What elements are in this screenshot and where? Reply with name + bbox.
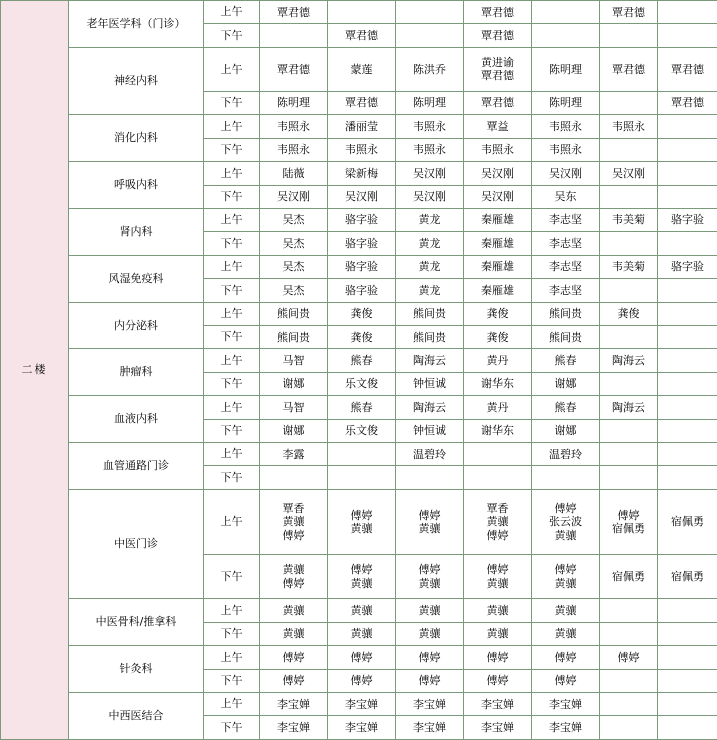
doctor-cell: 吴杰 (260, 279, 328, 302)
doctor-cell: 黄骧 傅婷 (260, 555, 328, 599)
table-row (1, 47, 717, 91)
floor-label: 二楼 (1, 1, 69, 740)
doctor-cell: 梁新梅 (328, 162, 396, 185)
doctor-cell: 陶海云 (600, 349, 658, 372)
doctor-cell: 覃君德 (464, 91, 532, 114)
doctor-cell: 李志坚 (532, 232, 600, 255)
department-name: 肾内科 (69, 208, 204, 255)
doctor-cell: 蒙莲 (328, 47, 396, 91)
table-row (1, 646, 717, 669)
doctor-cell: 傅婷 (532, 646, 600, 669)
period-afternoon: 下午 (204, 185, 260, 208)
doctor-cell: 覃君德 (600, 47, 658, 91)
doctor-cell: 龚俊 (328, 302, 396, 325)
period-morning: 上午 (204, 302, 260, 325)
doctor-cell: 宿佩勇 (600, 555, 658, 599)
period-morning: 上午 (204, 646, 260, 669)
department-name: 针灸科 (69, 646, 204, 693)
department-name: 中医骨科/推拿科 (69, 599, 204, 646)
doctor-cell: 骆字验 (328, 208, 396, 231)
doctor-cell (600, 279, 658, 302)
doctor-cell (658, 115, 717, 138)
doctor-cell (658, 443, 717, 466)
doctor-cell: 韦照永 (396, 138, 464, 161)
doctor-cell (658, 1, 717, 24)
doctor-cell: 李宝婵 (532, 693, 600, 716)
doctor-cell: 傅婷 (600, 646, 658, 669)
doctor-cell (658, 693, 717, 716)
table-row (1, 599, 717, 622)
doctor-cell: 龚俊 (464, 326, 532, 349)
doctor-cell: 黄骧 (464, 599, 532, 622)
doctor-cell: 傅婷 (464, 669, 532, 692)
doctor-cell: 吴杰 (260, 208, 328, 231)
doctor-cell: 吴汉刚 (396, 162, 464, 185)
doctor-cell (532, 24, 600, 47)
period-afternoon: 下午 (204, 279, 260, 302)
doctor-cell: 韦美菊 (600, 208, 658, 231)
doctor-cell (600, 419, 658, 442)
department-name: 老年医学科（门诊） (69, 1, 204, 48)
doctor-cell: 黄骧 (260, 599, 328, 622)
doctor-cell: 黄骧 (328, 599, 396, 622)
doctor-cell (658, 162, 717, 185)
doctor-cell: 覃香 黄骧 傅婷 (464, 489, 532, 554)
doctor-cell (658, 372, 717, 395)
doctor-cell: 黄骧 (464, 622, 532, 645)
department-name: 风湿免疫科 (69, 255, 204, 302)
doctor-cell: 李宝婵 (464, 716, 532, 740)
doctor-cell: 覃君德 (328, 24, 396, 47)
doctor-cell: 黄丹 (464, 396, 532, 419)
doctor-cell: 黄骧 (532, 599, 600, 622)
doctor-cell: 吴东 (532, 185, 600, 208)
doctor-cell: 韦美菊 (600, 255, 658, 278)
doctor-cell (658, 716, 717, 740)
doctor-cell: 覃君德 (464, 1, 532, 24)
doctor-cell: 陈洪乔 (396, 47, 464, 91)
period-afternoon: 下午 (204, 466, 260, 489)
doctor-cell: 黄骧 (328, 622, 396, 645)
doctor-cell: 韦照永 (328, 138, 396, 161)
doctor-cell: 黄骧 (532, 622, 600, 645)
table-row (1, 489, 717, 554)
doctor-cell: 傅婷 黄骧 (328, 555, 396, 599)
doctor-cell: 吴汉刚 (532, 162, 600, 185)
doctor-cell (600, 466, 658, 489)
doctor-cell: 马智 (260, 349, 328, 372)
doctor-cell (658, 302, 717, 325)
doctor-cell: 骆字验 (658, 255, 717, 278)
doctor-cell: 熊间贵 (260, 326, 328, 349)
department-name: 血管通路门诊 (69, 443, 204, 490)
doctor-cell: 傅婷 (396, 646, 464, 669)
doctor-cell (658, 24, 717, 47)
department-name: 肿瘤科 (69, 349, 204, 396)
doctor-cell: 傅婷 黄骧 (396, 489, 464, 554)
doctor-cell: 吴汉刚 (328, 185, 396, 208)
doctor-cell: 陶海云 (396, 349, 464, 372)
doctor-cell: 秦雁雄 (464, 255, 532, 278)
doctor-cell: 陈明理 (396, 91, 464, 114)
doctor-cell: 韦照永 (260, 138, 328, 161)
department-name: 血液内科 (69, 396, 204, 443)
doctor-cell: 吴杰 (260, 232, 328, 255)
doctor-cell: 覃君德 (658, 91, 717, 114)
period-morning: 上午 (204, 115, 260, 138)
department-name: 神经内科 (69, 47, 204, 115)
doctor-cell: 龚俊 (328, 326, 396, 349)
doctor-cell: 傅婷 (328, 646, 396, 669)
doctor-cell (532, 1, 600, 24)
doctor-cell (658, 396, 717, 419)
table-row (1, 115, 717, 138)
doctor-cell: 谢娜 (260, 419, 328, 442)
department-name: 内分泌科 (69, 302, 204, 349)
doctor-cell: 熊间贵 (396, 326, 464, 349)
doctor-cell: 黄骧 (396, 599, 464, 622)
doctor-cell: 骆字验 (328, 232, 396, 255)
doctor-cell (328, 443, 396, 466)
doctor-cell: 韦照永 (464, 138, 532, 161)
doctor-cell: 傅婷 (260, 669, 328, 692)
doctor-cell: 黄丹 (464, 349, 532, 372)
doctor-cell: 乐文俊 (328, 419, 396, 442)
doctor-cell (600, 138, 658, 161)
doctor-cell: 韦照永 (260, 115, 328, 138)
table-row (1, 1, 717, 24)
doctor-cell: 李志坚 (532, 279, 600, 302)
period-afternoon: 下午 (204, 326, 260, 349)
doctor-cell: 钟恒诚 (396, 419, 464, 442)
doctor-cell (658, 185, 717, 208)
doctor-cell (260, 24, 328, 47)
doctor-cell: 钟恒诚 (396, 372, 464, 395)
doctor-cell: 傅婷 (464, 646, 532, 669)
doctor-cell: 吴杰 (260, 255, 328, 278)
period-afternoon: 下午 (204, 419, 260, 442)
doctor-cell: 秦雁雄 (464, 279, 532, 302)
period-morning: 上午 (204, 47, 260, 91)
doctor-cell (600, 24, 658, 47)
doctor-cell: 覃君德 (600, 1, 658, 24)
doctor-cell: 覃君德 (658, 47, 717, 91)
doctor-cell (600, 599, 658, 622)
doctor-cell (658, 232, 717, 255)
doctor-cell: 傅婷 黄骧 (328, 489, 396, 554)
table-row (1, 396, 717, 419)
doctor-cell: 陈明理 (532, 91, 600, 114)
doctor-cell: 覃益 (464, 115, 532, 138)
doctor-cell: 李宝婵 (260, 693, 328, 716)
doctor-cell: 李露 (260, 443, 328, 466)
doctor-cell: 潘丽莹 (328, 115, 396, 138)
doctor-cell: 谢华东 (464, 372, 532, 395)
doctor-cell: 傅婷 (396, 669, 464, 692)
doctor-cell: 谢华东 (464, 419, 532, 442)
period-morning: 上午 (204, 255, 260, 278)
doctor-cell: 黄进谕 覃君德 (464, 47, 532, 91)
doctor-cell: 陶海云 (600, 396, 658, 419)
doctor-cell: 宿佩勇 (658, 489, 717, 554)
doctor-cell: 吴汉刚 (260, 185, 328, 208)
doctor-cell (600, 185, 658, 208)
period-morning: 上午 (204, 396, 260, 419)
doctor-cell: 温碧玲 (396, 443, 464, 466)
doctor-cell: 李志坚 (532, 208, 600, 231)
period-morning: 上午 (204, 1, 260, 24)
doctor-cell: 宿佩勇 (658, 555, 717, 599)
doctor-cell: 傅婷 (260, 646, 328, 669)
doctor-cell: 陶海云 (396, 396, 464, 419)
table-row (1, 443, 717, 466)
period-morning: 上午 (204, 162, 260, 185)
department-name: 中西医结合 (69, 693, 204, 740)
doctor-cell (464, 466, 532, 489)
doctor-cell: 骆字验 (328, 279, 396, 302)
doctor-cell (658, 326, 717, 349)
doctor-cell: 熊春 (328, 349, 396, 372)
period-afternoon: 下午 (204, 622, 260, 645)
doctor-cell (328, 466, 396, 489)
doctor-cell: 黄龙 (396, 255, 464, 278)
doctor-cell (600, 372, 658, 395)
doctor-cell (396, 1, 464, 24)
doctor-cell (658, 622, 717, 645)
doctor-cell (600, 669, 658, 692)
doctor-cell (658, 349, 717, 372)
doctor-cell: 熊间贵 (532, 302, 600, 325)
doctor-cell (658, 599, 717, 622)
period-afternoon: 下午 (204, 138, 260, 161)
table-row (1, 693, 717, 716)
doctor-cell: 李宝婵 (328, 693, 396, 716)
doctor-cell: 傅婷 黄骧 (532, 555, 600, 599)
doctor-cell: 覃君德 (328, 91, 396, 114)
doctor-cell (532, 466, 600, 489)
doctor-cell: 熊间贵 (396, 302, 464, 325)
doctor-cell: 骆字验 (328, 255, 396, 278)
doctor-cell: 李宝婵 (260, 716, 328, 740)
doctor-cell: 熊间贵 (532, 326, 600, 349)
table-row (1, 302, 717, 325)
department-name: 中医门诊 (69, 489, 204, 599)
doctor-cell (658, 279, 717, 302)
doctor-cell: 陈明理 (260, 91, 328, 114)
doctor-cell: 李宝婵 (396, 693, 464, 716)
table-row (1, 349, 717, 372)
doctor-cell: 李宝婵 (532, 716, 600, 740)
doctor-cell (396, 24, 464, 47)
doctor-cell: 黄龙 (396, 208, 464, 231)
period-afternoon: 下午 (204, 669, 260, 692)
doctor-cell: 温碧玲 (532, 443, 600, 466)
period-morning: 上午 (204, 208, 260, 231)
doctor-cell: 李宝婵 (464, 693, 532, 716)
doctor-cell: 李宝婵 (396, 716, 464, 740)
doctor-cell: 吴汉刚 (600, 162, 658, 185)
doctor-cell: 傅婷 (328, 669, 396, 692)
doctor-cell (600, 326, 658, 349)
doctor-cell: 乐文俊 (328, 372, 396, 395)
doctor-cell: 吴汉刚 (396, 185, 464, 208)
doctor-cell: 熊春 (532, 396, 600, 419)
doctor-cell: 陈明理 (532, 47, 600, 91)
doctor-cell (658, 138, 717, 161)
period-afternoon: 下午 (204, 24, 260, 47)
doctor-cell: 韦照永 (532, 115, 600, 138)
doctor-cell: 傅婷 黄骧 (396, 555, 464, 599)
period-afternoon: 下午 (204, 716, 260, 740)
period-afternoon: 下午 (204, 555, 260, 599)
doctor-cell (600, 622, 658, 645)
doctor-cell: 覃君德 (260, 47, 328, 91)
doctor-cell: 李志坚 (532, 255, 600, 278)
doctor-cell: 秦雁雄 (464, 208, 532, 231)
doctor-cell: 龚俊 (464, 302, 532, 325)
doctor-cell: 傅婷 宿佩勇 (600, 489, 658, 554)
doctor-cell: 李宝婵 (328, 716, 396, 740)
period-morning: 上午 (204, 489, 260, 554)
doctor-cell: 熊春 (328, 396, 396, 419)
department-name: 消化内科 (69, 115, 204, 162)
doctor-cell: 吴汉刚 (464, 162, 532, 185)
doctor-cell (600, 91, 658, 114)
period-morning: 上午 (204, 599, 260, 622)
doctor-cell: 傅婷 张云波 黄骧 (532, 489, 600, 554)
table-row (1, 255, 717, 278)
doctor-cell: 龚俊 (600, 302, 658, 325)
period-afternoon: 下午 (204, 232, 260, 255)
doctor-cell: 陆薇 (260, 162, 328, 185)
doctor-cell: 覃香 黄骧 傅婷 (260, 489, 328, 554)
department-name: 呼吸内科 (69, 162, 204, 209)
doctor-cell: 韦照永 (600, 115, 658, 138)
doctor-cell (260, 466, 328, 489)
doctor-cell: 骆字验 (658, 208, 717, 231)
doctor-cell (658, 419, 717, 442)
doctor-cell (396, 466, 464, 489)
doctor-cell (600, 232, 658, 255)
doctor-cell (658, 466, 717, 489)
doctor-cell (658, 669, 717, 692)
doctor-cell: 吴汉刚 (464, 185, 532, 208)
doctor-cell: 傅婷 黄骧 (464, 555, 532, 599)
doctor-cell: 韦照永 (532, 138, 600, 161)
doctor-cell: 谢娜 (532, 419, 600, 442)
period-morning: 上午 (204, 693, 260, 716)
doctor-cell: 谢娜 (532, 372, 600, 395)
doctor-cell: 傅婷 (532, 669, 600, 692)
doctor-cell: 黄龙 (396, 279, 464, 302)
doctor-cell: 覃君德 (260, 1, 328, 24)
period-afternoon: 下午 (204, 91, 260, 114)
doctor-cell (464, 443, 532, 466)
table-row (1, 162, 717, 185)
doctor-cell: 谢娜 (260, 372, 328, 395)
period-afternoon: 下午 (204, 372, 260, 395)
doctor-cell: 熊春 (532, 349, 600, 372)
doctor-cell (600, 693, 658, 716)
doctor-cell (600, 716, 658, 740)
doctor-cell: 黄骧 (396, 622, 464, 645)
period-morning: 上午 (204, 443, 260, 466)
doctor-cell: 熊间贵 (260, 302, 328, 325)
table-row (1, 208, 717, 231)
period-morning: 上午 (204, 349, 260, 372)
doctor-cell: 黄龙 (396, 232, 464, 255)
doctor-cell: 韦照永 (396, 115, 464, 138)
schedule-body (1, 1, 717, 740)
doctor-cell: 黄骧 (260, 622, 328, 645)
doctor-cell: 覃君德 (464, 24, 532, 47)
doctor-cell: 秦雁雄 (464, 232, 532, 255)
doctor-cell (658, 646, 717, 669)
doctor-cell (600, 443, 658, 466)
doctor-cell (328, 1, 396, 24)
doctor-cell: 马智 (260, 396, 328, 419)
